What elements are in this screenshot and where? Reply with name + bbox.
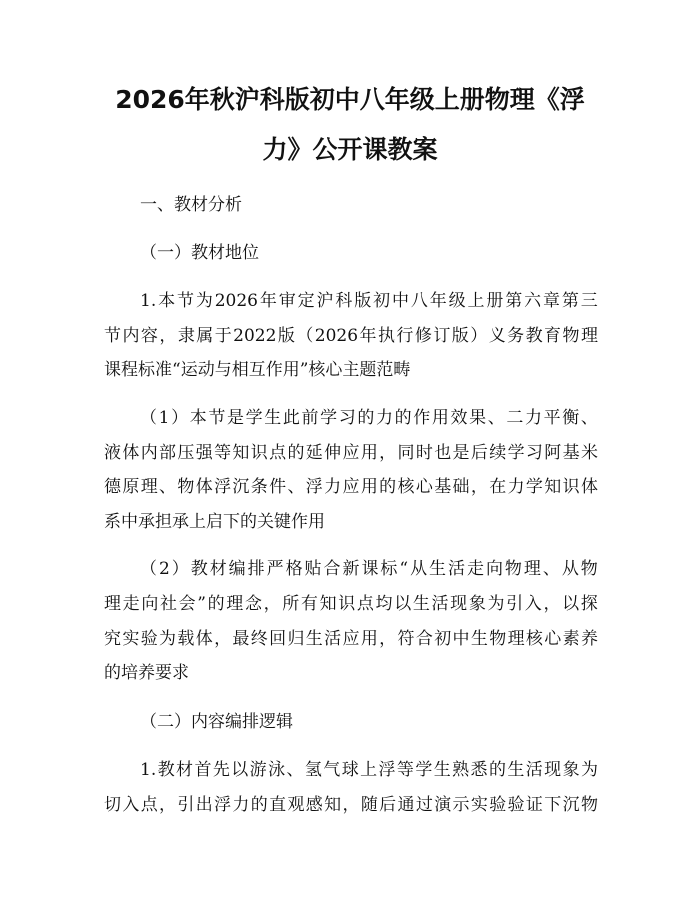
text-glyph: 点 <box>356 594 374 614</box>
text-glyph: 向 <box>485 559 503 579</box>
text-glyph: 前 <box>301 408 319 428</box>
text-glyph: 浮 <box>214 477 232 497</box>
text-glyph: 二 <box>506 408 524 428</box>
text-glyph: 物 <box>580 559 598 579</box>
text-glyph: 沉 <box>562 795 580 815</box>
text-glyph: 示 <box>452 795 470 815</box>
text-glyph: 沉 <box>232 477 250 497</box>
text-glyph: 中 <box>392 291 409 311</box>
text-glyph: 力 <box>324 477 342 497</box>
text-glyph: 入 <box>122 795 140 815</box>
text-glyph: 实 <box>470 795 488 815</box>
text-glyph: “ <box>399 559 409 579</box>
subsection-heading-textbook-status: （一）教材地位 <box>140 243 259 263</box>
text-glyph: 容 <box>140 326 158 346</box>
text-glyph: 年 <box>359 326 377 346</box>
text-glyph: 归 <box>287 629 305 649</box>
text-glyph: 出 <box>195 795 213 815</box>
paragraph-line <box>104 794 598 816</box>
text-glyph: 、 <box>287 477 305 497</box>
text-glyph: 六 <box>524 291 542 311</box>
text-glyph: ） <box>171 559 189 579</box>
text-glyph: ） <box>470 326 488 346</box>
text-glyph: 延 <box>305 443 323 463</box>
text-glyph: 隶 <box>177 326 195 346</box>
text-glyph: 力 <box>375 408 393 428</box>
text-glyph: 先 <box>212 760 230 780</box>
text-glyph: ” <box>197 594 206 614</box>
text-glyph: 从 <box>410 559 428 579</box>
text-glyph: 标 <box>380 559 398 579</box>
text-glyph: 科 <box>335 291 353 311</box>
text-glyph: 续 <box>489 443 507 463</box>
text-glyph: 理 <box>580 326 598 346</box>
text-glyph: 定 <box>297 291 315 311</box>
text-glyph: 后 <box>379 795 397 815</box>
text-glyph: 生 <box>305 629 323 649</box>
text-glyph: 米 <box>580 443 598 463</box>
text-glyph: 终 <box>250 629 268 649</box>
paragraph-line <box>140 407 598 429</box>
paragraph-line <box>140 558 598 580</box>
text-glyph: 物 <box>562 326 580 346</box>
text-glyph: 验 <box>507 795 525 815</box>
text-glyph: 是 <box>452 443 470 463</box>
text-glyph: 果 <box>469 408 487 428</box>
text-glyph: 的 <box>287 443 305 463</box>
text-glyph: 理 <box>226 594 244 614</box>
text-glyph: 习 <box>525 443 543 463</box>
text-glyph: 力 <box>507 477 525 497</box>
text-glyph: 心 <box>544 629 562 649</box>
text-glyph: 载 <box>177 629 195 649</box>
text-glyph: 有 <box>300 594 318 614</box>
text-glyph: 内 <box>122 326 140 346</box>
text-glyph: 体 <box>195 477 213 497</box>
text-glyph: 等 <box>214 443 232 463</box>
text-glyph: 阿 <box>544 443 562 463</box>
text-glyph: 走 <box>466 559 484 579</box>
text-glyph: 新 <box>342 559 360 579</box>
text-glyph: 节 <box>104 326 121 346</box>
paragraph-line <box>104 476 598 498</box>
text-glyph: 2022 <box>233 326 277 346</box>
text-glyph: 材 <box>176 760 194 780</box>
paragraph-line <box>104 628 598 650</box>
text-glyph: 体 <box>195 629 213 649</box>
text-glyph: ， <box>543 594 561 614</box>
text-glyph: 体 <box>580 477 598 497</box>
text-glyph: 学 <box>320 408 338 428</box>
text-glyph: 2026 <box>314 326 359 346</box>
text-glyph: 习 <box>338 408 356 428</box>
text-glyph: 游 <box>249 760 267 780</box>
paragraph-line <box>140 290 598 312</box>
text-glyph: 体 <box>122 443 140 463</box>
text-glyph: 务 <box>507 326 525 346</box>
text-glyph: 于 <box>214 326 232 346</box>
paragraph-line: 的培养要求 <box>104 663 189 683</box>
text-glyph: 为 <box>159 629 177 649</box>
text-glyph: 浮 <box>378 760 396 780</box>
text-glyph: （ <box>140 559 157 579</box>
text-glyph: 首 <box>194 760 212 780</box>
text-glyph: 演 <box>434 795 452 815</box>
text-glyph: 订 <box>433 326 451 346</box>
text-glyph: 册 <box>486 291 504 311</box>
document-title-line-2: 力》公开课教案 <box>262 135 438 164</box>
text-glyph: 压 <box>177 443 195 463</box>
text-glyph: 级 <box>448 291 466 311</box>
text-glyph: 本 <box>189 408 207 428</box>
text-glyph: 的 <box>250 795 268 815</box>
text-glyph: 在 <box>489 477 507 497</box>
text-glyph: 义 <box>488 326 506 346</box>
text-glyph: 点 <box>269 443 287 463</box>
text-glyph: 应 <box>342 477 360 497</box>
text-glyph: 物 <box>504 559 522 579</box>
text-glyph: 活 <box>525 760 543 780</box>
text-glyph: 、 <box>580 408 598 428</box>
text-glyph: 内 <box>140 443 158 463</box>
text-glyph: 也 <box>434 443 452 463</box>
text-glyph: 学 <box>525 477 543 497</box>
text-glyph: ， <box>342 795 360 815</box>
text-glyph: ， <box>379 443 397 463</box>
text-glyph: 念 <box>244 594 262 614</box>
text-glyph: 此 <box>282 408 300 428</box>
text-glyph: 力 <box>232 795 250 815</box>
text-glyph: 物 <box>489 629 507 649</box>
text-glyph: 知 <box>319 594 337 614</box>
text-glyph: 执 <box>377 326 395 346</box>
text-glyph: 审 <box>278 291 296 311</box>
text-glyph: 学 <box>415 760 433 780</box>
text-glyph: 活 <box>448 559 465 579</box>
text-glyph: 活 <box>431 594 449 614</box>
text-glyph: 育 <box>544 326 562 346</box>
text-glyph: 生 <box>470 629 488 649</box>
text-glyph: 用 <box>360 443 378 463</box>
text-glyph: 以 <box>231 760 249 780</box>
text-glyph: 学 <box>507 443 525 463</box>
text-glyph: 时 <box>415 443 433 463</box>
text-glyph: 从 <box>561 559 579 579</box>
text-glyph: 合 <box>415 629 433 649</box>
text-glyph: 基 <box>434 477 452 497</box>
text-glyph: 知 <box>544 477 562 497</box>
text-glyph: 沪 <box>316 291 334 311</box>
text-glyph: ， <box>379 629 397 649</box>
text-glyph: 引 <box>177 795 195 815</box>
text-glyph: 直 <box>269 795 287 815</box>
text-glyph: 课 <box>361 559 379 579</box>
text-glyph: 下 <box>544 795 562 815</box>
text-glyph: 素 <box>562 629 580 649</box>
text-glyph: 证 <box>525 795 543 815</box>
text-glyph: 理 <box>104 594 121 614</box>
text-glyph: ， <box>263 594 281 614</box>
text-glyph: ， <box>214 629 232 649</box>
text-glyph: 验 <box>140 629 158 649</box>
text-glyph: 入 <box>524 594 542 614</box>
section-heading-textbook-analysis: 一、教材分析 <box>140 195 242 215</box>
paragraph-line: 系中承担承上启下的关键作用 <box>104 512 325 532</box>
text-glyph: 生 <box>264 408 282 428</box>
text-glyph: 八 <box>410 291 428 311</box>
text-glyph: 点 <box>140 795 158 815</box>
text-glyph: 伸 <box>324 443 342 463</box>
text-glyph: 引 <box>506 594 524 614</box>
text-glyph: 行 <box>396 326 414 346</box>
text-glyph: 以 <box>562 594 580 614</box>
text-glyph: 究 <box>104 629 121 649</box>
text-glyph: 通 <box>397 795 415 815</box>
text-glyph: 现 <box>450 594 468 614</box>
text-glyph: 原 <box>122 477 140 497</box>
text-glyph: 上 <box>360 760 378 780</box>
text-glyph: 基 <box>562 443 580 463</box>
text-glyph: 悉 <box>470 760 488 780</box>
text-glyph: 会 <box>178 594 196 614</box>
text-glyph: 版 <box>451 326 469 346</box>
text-glyph: 德 <box>104 477 121 497</box>
text-glyph: 格 <box>285 559 303 579</box>
text-glyph: 用 <box>431 408 449 428</box>
text-glyph: 以 <box>394 594 412 614</box>
text-glyph: 象 <box>562 760 580 780</box>
text-glyph: 的 <box>379 477 397 497</box>
text-glyph: 三 <box>580 291 598 311</box>
text-glyph: 知 <box>324 795 342 815</box>
text-glyph: 等 <box>396 760 414 780</box>
text-glyph: 生 <box>429 559 447 579</box>
text-glyph: 1. <box>140 291 157 311</box>
text-glyph: （ <box>296 326 314 346</box>
text-glyph: 合 <box>323 559 341 579</box>
text-glyph: 初 <box>434 629 452 649</box>
text-glyph: 为 <box>195 291 213 311</box>
text-glyph: 上 <box>467 291 485 311</box>
text-glyph: 的 <box>207 594 225 614</box>
text-glyph: 强 <box>195 443 213 463</box>
text-glyph: 、 <box>159 477 177 497</box>
text-glyph: 回 <box>269 629 287 649</box>
text-glyph: 核 <box>397 477 415 497</box>
text-glyph: 浮 <box>214 795 232 815</box>
text-glyph: 的 <box>357 408 375 428</box>
text-glyph: 平 <box>543 408 561 428</box>
text-glyph: 泳 <box>268 760 286 780</box>
text-glyph: 均 <box>375 594 393 614</box>
text-glyph: 验 <box>489 795 507 815</box>
text-glyph: 2026 <box>214 291 258 311</box>
text-glyph: 章 <box>543 291 560 311</box>
text-glyph: 用 <box>360 629 378 649</box>
text-glyph: 力 <box>524 408 542 428</box>
text-glyph: 严 <box>266 559 284 579</box>
text-glyph: 观 <box>287 795 305 815</box>
text-glyph: 核 <box>525 629 543 649</box>
text-glyph: 础 <box>452 477 470 497</box>
text-glyph: ） <box>171 408 189 428</box>
text-glyph: 感 <box>305 795 323 815</box>
text-glyph: 编 <box>228 559 246 579</box>
paragraph-line <box>104 442 598 464</box>
text-glyph: 养 <box>580 629 598 649</box>
text-glyph: 同 <box>397 443 415 463</box>
document-title-line-1: 2026年秋沪科版初中八年级上册物理《浮 <box>115 85 585 114</box>
text-glyph: 向 <box>141 594 159 614</box>
text-glyph: 2 <box>158 559 170 579</box>
text-glyph: 识 <box>250 443 268 463</box>
text-glyph: 为 <box>580 760 598 780</box>
text-glyph: 过 <box>415 795 433 815</box>
text-glyph: 符 <box>397 629 415 649</box>
text-glyph: 、 <box>542 559 560 579</box>
text-glyph: 衡 <box>562 408 580 428</box>
text-glyph: 是 <box>226 408 244 428</box>
text-glyph: 后 <box>470 443 488 463</box>
subsection-heading-content-logic: （二）内容编排逻辑 <box>140 712 293 732</box>
text-glyph: 为 <box>487 594 505 614</box>
text-glyph: 理 <box>507 629 525 649</box>
text-glyph: 条 <box>250 477 268 497</box>
text-glyph: 理 <box>140 477 158 497</box>
text-glyph: 属 <box>196 326 214 346</box>
text-glyph: 、 <box>487 408 505 428</box>
text-glyph: 生 <box>433 760 451 780</box>
text-glyph: 切 <box>104 795 121 815</box>
text-glyph: 版 <box>354 291 372 311</box>
text-glyph: 生 <box>412 594 430 614</box>
text-glyph: 的 <box>394 408 412 428</box>
text-glyph: 液 <box>104 443 121 463</box>
text-glyph: 现 <box>544 760 562 780</box>
text-glyph: （ <box>140 408 157 428</box>
paragraph-line <box>140 759 598 781</box>
paragraph-line: 课程标准“运动与相互作用”核心主题范畴 <box>104 360 411 380</box>
text-glyph: 象 <box>468 594 486 614</box>
text-glyph: 修 <box>414 326 432 346</box>
text-glyph: 生 <box>507 760 525 780</box>
text-glyph: 1. <box>140 760 157 780</box>
text-glyph: 第 <box>561 291 579 311</box>
text-glyph: 教 <box>525 326 543 346</box>
text-glyph: 1 <box>158 408 170 428</box>
text-glyph: 活 <box>324 629 342 649</box>
text-glyph: 走 <box>122 594 140 614</box>
text-glyph: 熟 <box>452 760 470 780</box>
text-glyph: 件 <box>269 477 287 497</box>
text-glyph: 最 <box>232 629 250 649</box>
text-glyph: 教 <box>157 760 175 780</box>
text-glyph: 中 <box>452 629 470 649</box>
text-glyph: 探 <box>580 594 598 614</box>
text-glyph: 效 <box>450 408 468 428</box>
text-glyph: 识 <box>338 594 356 614</box>
text-glyph: 心 <box>415 477 433 497</box>
text-glyph: 排 <box>247 559 265 579</box>
text-glyph: 应 <box>342 443 360 463</box>
text-glyph: 知 <box>232 443 250 463</box>
text-glyph: 学 <box>245 408 263 428</box>
text-glyph: 理 <box>523 559 541 579</box>
text-glyph: ， <box>470 477 488 497</box>
text-glyph: 节 <box>176 291 194 311</box>
text-glyph: 教 <box>190 559 208 579</box>
paragraph-line <box>104 593 598 615</box>
text-glyph: 作 <box>413 408 431 428</box>
text-glyph: 应 <box>342 629 360 649</box>
text-glyph: 节 <box>208 408 226 428</box>
text-glyph: 部 <box>159 443 177 463</box>
text-glyph: 物 <box>580 795 598 815</box>
text-glyph: 气 <box>323 760 341 780</box>
text-glyph: 球 <box>341 760 359 780</box>
text-glyph: 的 <box>488 760 506 780</box>
text-glyph: 本 <box>158 291 176 311</box>
text-glyph: 所 <box>282 594 300 614</box>
text-glyph: 初 <box>373 291 391 311</box>
text-glyph: ， <box>159 326 177 346</box>
text-glyph: 版 <box>277 326 295 346</box>
text-glyph: 第 <box>505 291 523 311</box>
text-glyph: 年 <box>429 291 447 311</box>
text-glyph: 、 <box>286 760 304 780</box>
paragraph-line <box>104 325 598 347</box>
text-glyph: 年 <box>259 291 277 311</box>
text-glyph: 材 <box>209 559 227 579</box>
text-glyph: 识 <box>562 477 580 497</box>
text-glyph: 浮 <box>305 477 323 497</box>
text-glyph: ， <box>159 795 177 815</box>
text-glyph: 氢 <box>304 760 322 780</box>
text-glyph: 用 <box>360 477 378 497</box>
text-glyph: 随 <box>360 795 378 815</box>
text-glyph: 贴 <box>304 559 322 579</box>
text-glyph: 实 <box>122 629 140 649</box>
text-glyph: 社 <box>159 594 177 614</box>
text-glyph: 物 <box>177 477 195 497</box>
